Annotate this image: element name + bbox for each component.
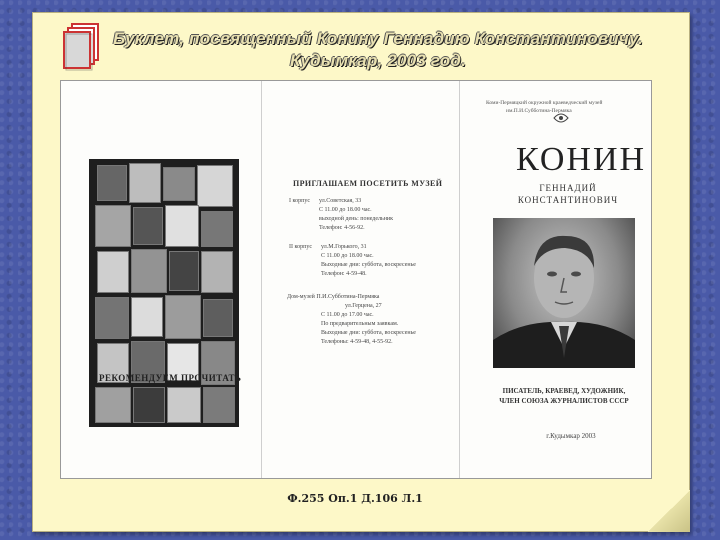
building1-line: выходной день: понедельник: [319, 216, 394, 222]
surname: КОНИН: [516, 141, 647, 178]
profession-line-1: ПИСАТЕЛЬ, КРАЕВЕД, ХУДОЖНИК,: [502, 387, 626, 395]
building1-block: [289, 197, 449, 247]
building2-line: Телефон: 4-59-48.: [321, 271, 367, 277]
full-name: [513, 182, 623, 206]
building2-block: [289, 243, 449, 293]
profession: [487, 386, 641, 406]
book-collage-image: [89, 159, 239, 427]
slide-title: [108, 28, 648, 72]
portrait-silhouette: [493, 218, 635, 368]
title-line-2: Кудымкар, 2003 год.: [290, 51, 466, 70]
building3-line: С 11.00 до 17.00 час.: [321, 312, 374, 318]
book-cover: [97, 165, 127, 201]
patronymic: КОНСТАНТИНОВИЧ: [517, 195, 619, 205]
building2-head: II корпус: [289, 244, 312, 250]
building1-line: ул.Советская, 33: [319, 198, 362, 204]
building3-line: ул.Герцена, 27: [345, 303, 382, 309]
book-cover: [129, 163, 161, 203]
book-cover: [95, 297, 129, 339]
building3-line: Выходные дни: суббота, воскресенье: [321, 330, 416, 336]
building3-line: Телефоны: 4-59-48, 4-55-92.: [321, 339, 393, 345]
archive-reference: Ф.255 Оп.1 Д.106 Л.1: [287, 492, 423, 505]
book-cover: [169, 251, 199, 291]
book-cover: [201, 211, 233, 247]
book-cover: [203, 387, 235, 423]
author-portrait-photo: [493, 218, 635, 368]
city-year: г.Кудымкар 2003: [546, 432, 596, 440]
fold-line-1: [261, 81, 262, 478]
book-cover: [133, 207, 163, 245]
book-cover: [167, 387, 201, 423]
book-cover: [131, 249, 167, 293]
book-cover: [165, 205, 199, 247]
book-cover: [165, 295, 201, 339]
title-line-1: Буклет, посвященный Конину Геннадию Константиновичу.: [113, 29, 643, 48]
book-cover: [203, 299, 233, 337]
recommend-heading: РЕКОМЕНДУЕМ ПРОЧИТАТЬ: [99, 373, 242, 383]
book-cover: [97, 251, 129, 293]
book-cover: [95, 387, 131, 423]
document-stack-icon: [62, 22, 102, 72]
building1-line: С 11.00 до 18.00 час.: [319, 207, 372, 213]
building1-head: I корпус: [289, 198, 310, 204]
building3-block: [287, 293, 452, 353]
building1-line: Телефон: 4-56-92.: [319, 225, 365, 231]
book-cover: [133, 387, 165, 423]
book-cover: [163, 167, 195, 201]
building2-line: Выходные дни: суббота, воскресенье: [321, 262, 416, 268]
book-cover: [131, 297, 163, 337]
book-cover: [95, 205, 131, 247]
museum-emblem-icon: [553, 112, 569, 124]
page-curl: [648, 490, 690, 532]
fold-line-2: [459, 81, 460, 478]
book-cover: [197, 165, 233, 207]
profession-line-2: ЧЛЕН СОЮЗА ЖУРНАЛИСТОВ СССР: [499, 397, 629, 405]
building3-head: Дом-музей П.И.Субботина-Пермяка: [287, 294, 380, 300]
first-name: ГЕННАДИЙ: [539, 183, 597, 193]
museum-line-2: им.П.И.Субботина-Пермяка: [506, 108, 572, 114]
building3-line: По предварительным заявкам.: [321, 321, 399, 327]
invite-heading: ПРИГЛАШАЕМ ПОСЕТИТЬ МУЗЕЙ: [293, 179, 443, 188]
booklet-scan: [60, 80, 652, 479]
book-cover: [201, 251, 233, 293]
museum-line-1: Коми-Пермяцкий окружной краеведческий музей: [486, 100, 603, 106]
building2-line: С 11.00 до 18.00 час.: [321, 253, 374, 259]
building2-line: ул.М.Горького, 31: [321, 244, 367, 250]
